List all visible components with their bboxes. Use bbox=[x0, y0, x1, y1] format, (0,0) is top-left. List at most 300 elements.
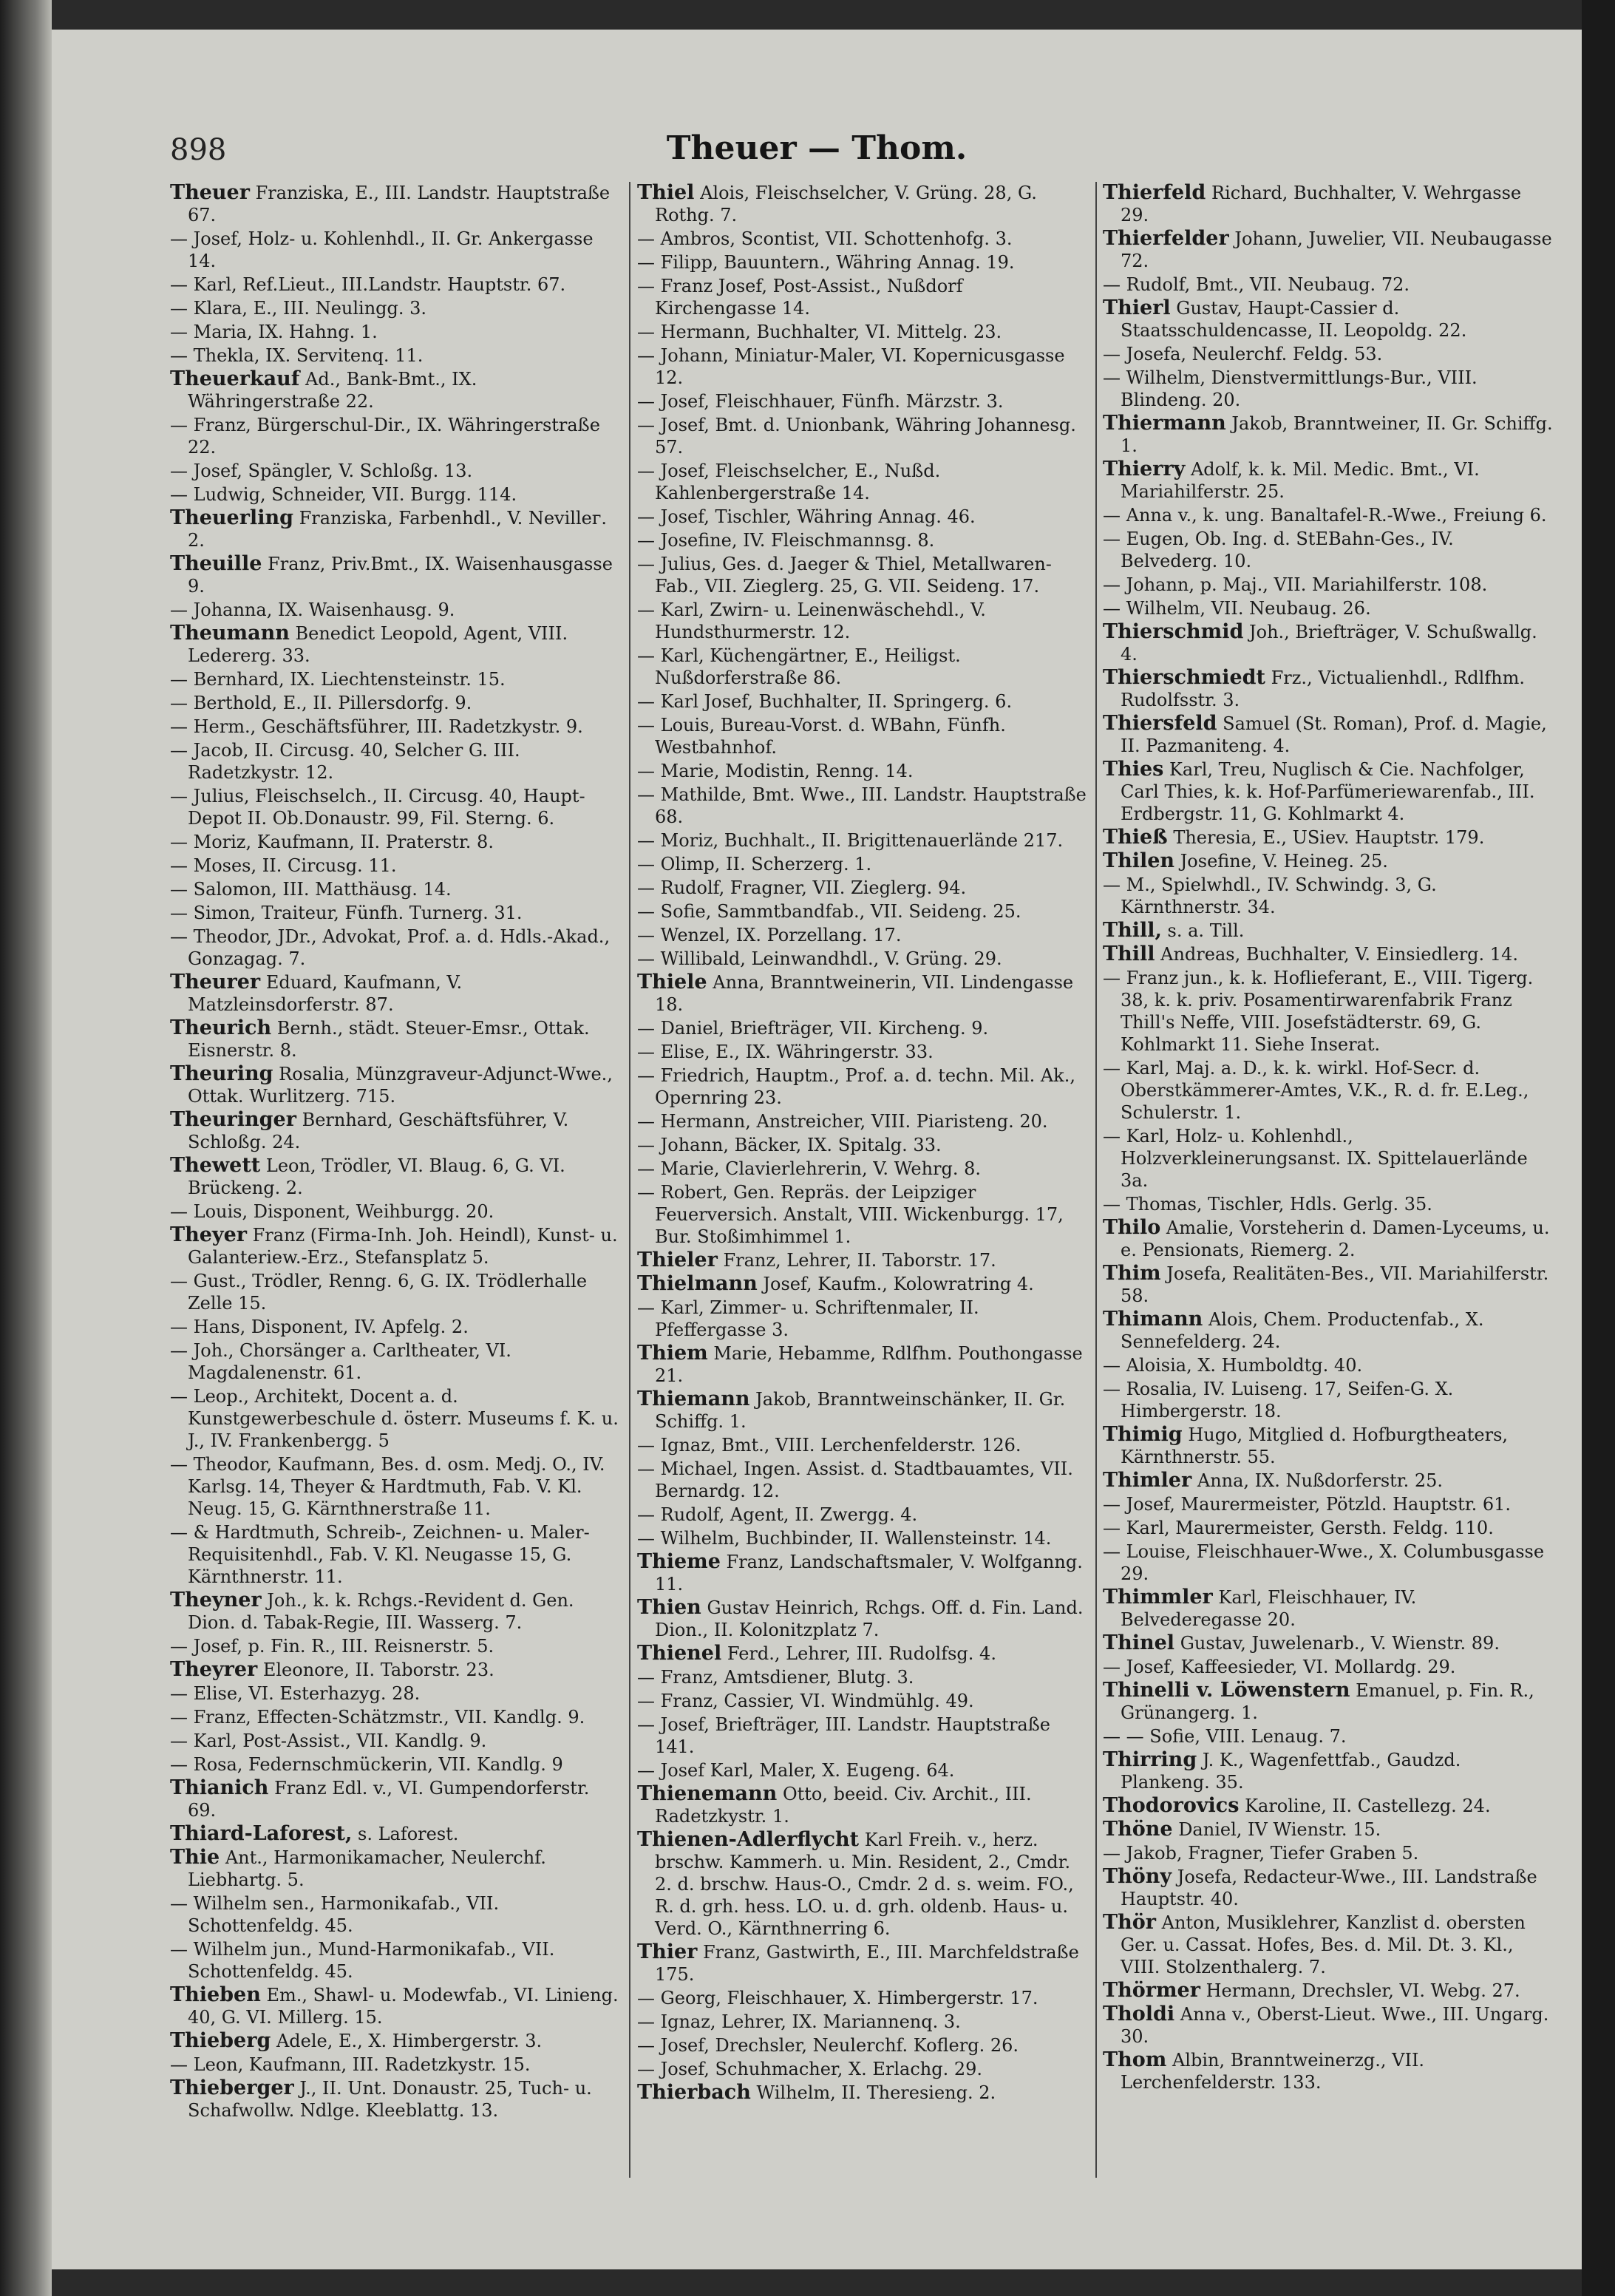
directory-entry bbox=[170, 1938, 621, 1983]
entry-text: — Olimp, II. Scherzerg. 1. bbox=[637, 854, 872, 874]
entry-text: — Elise, E., IX. Währingerstr. 33. bbox=[637, 1042, 934, 1062]
directory-entry bbox=[170, 1200, 621, 1223]
entry-text: Andreas, Buchhalter, V. Einsiedlerg. 14. bbox=[1160, 944, 1518, 965]
entry-text: — Karl, Zwirn- u. Leinenwäschehdl., V. Hundsthurmerstr. 12. bbox=[637, 600, 986, 642]
entry-text: Adolf, k. k. Mil. Medic. Bmt., VI. Mariahilferstr. 25. bbox=[1121, 459, 1480, 502]
entry-text: — Josef, Schuhmacher, X. Erlachg. 29. bbox=[637, 2059, 983, 2079]
entry-text: Franz, Priv.Bmt., IX. Waisenhausgasse 9. bbox=[188, 554, 613, 597]
directory-entry bbox=[637, 1643, 1088, 1665]
entry-text: — Josef, Drechsler, Neulerchf. Koflerg. 26. bbox=[637, 2035, 1019, 2056]
directory-page bbox=[52, 30, 1582, 2269]
entry-surname: Theuringer bbox=[170, 1108, 296, 1131]
entry-text: — Josef, Fleischhauer, Fünfh. Märzstr. 3. bbox=[637, 391, 1004, 412]
directory-entry bbox=[170, 739, 621, 784]
entry-text: — Johann, Miniatur-Maler, VI. Kopernicusgasse 12. bbox=[637, 345, 1065, 388]
entry-text: Daniel, IV Wienstr. 15. bbox=[1178, 1819, 1381, 1840]
entry-text: — Karl, Küchengärtner, E., Heiligst. Nußdorferstraße 86. bbox=[637, 645, 961, 688]
entry-text: — Wilhelm sen., Harmonikafab., VII. Schottenfeldg. 45. bbox=[170, 1893, 500, 1936]
entry-surname: Thies bbox=[1103, 758, 1164, 781]
entry-surname: Thiersfeld bbox=[1103, 712, 1217, 735]
directory-entry bbox=[170, 553, 621, 597]
directory-entry bbox=[170, 228, 621, 272]
directory-entry bbox=[1103, 274, 1554, 296]
directory-entry bbox=[637, 877, 1088, 899]
directory-entry bbox=[1103, 412, 1554, 457]
entry-text: Johann, Juwelier, VII. Neubaugasse 72. bbox=[1121, 228, 1552, 271]
directory-entry bbox=[637, 1829, 1088, 1940]
directory-entry bbox=[1103, 1354, 1554, 1376]
entry-text: Hugo, Mitglied d. Hofburgtheaters, Kärnthnerstr. 55. bbox=[1121, 1424, 1509, 1467]
entry-text: — Michael, Ingen. Assist. d. Stadtbauamtes, VII. Bernardg. 12. bbox=[637, 1458, 1073, 1501]
directory-entry bbox=[637, 1158, 1088, 1180]
directory-entry bbox=[1103, 1842, 1554, 1864]
entry-text: Albin, Branntweinerzg., VII. Lerchenfelderstr. 133. bbox=[1121, 2050, 1425, 2093]
entry-text: Amalie, Vorsteherin d. Damen-Lyceums, u. e. Pensionats, Riemerg. 2. bbox=[1121, 1217, 1550, 1260]
entry-text: — Willibald, Leinwandhdl., V. Grüng. 29. bbox=[637, 948, 1002, 969]
entry-text: Ant., Harmonikamacher, Neulerchf. Liebhartg. 5. bbox=[188, 1847, 546, 1890]
directory-entry bbox=[1103, 1586, 1554, 1631]
directory-entry bbox=[1103, 1795, 1554, 1817]
entry-text: — Jakob, Fragner, Tiefer Graben 5. bbox=[1103, 1843, 1419, 1864]
entry-surname: Thieben bbox=[170, 1983, 261, 2006]
entry-text: Gustav Heinrich, Rchgs. Off. d. Fin. Land. Dion., II. Kolonitzplatz 7. bbox=[655, 1597, 1084, 1640]
directory-entry bbox=[170, 925, 621, 970]
directory-entry bbox=[637, 690, 1088, 713]
directory-entry bbox=[1103, 1470, 1554, 1492]
directory-entry bbox=[637, 948, 1088, 970]
directory-entry bbox=[170, 297, 621, 319]
entry-text: — Wilhelm, VII. Neubaug. 26. bbox=[1103, 598, 1371, 619]
entry-text: — Friedrich, Hauptm., Prof. a. d. techn. Mil. Ak., Opernring 23. bbox=[637, 1065, 1075, 1108]
directory-entry bbox=[170, 599, 621, 621]
entry-text: Franziska, Farbenhdl., V. Nevillег. 2. bbox=[188, 508, 608, 551]
page-number: 898 bbox=[170, 133, 227, 167]
entry-text: Rosalia, Münzgraveur-Adjunct-Wwe., Ottak. Wurlitzerg. 715. bbox=[188, 1064, 613, 1107]
entry-text: Gustav, Haupt-Cassier d. Staatsschuldencasse, II. Leopoldg. 22. bbox=[1121, 298, 1467, 341]
entry-surname: Thimler bbox=[1103, 1469, 1192, 1492]
directory-entry bbox=[1103, 621, 1554, 665]
entry-surname: Thianich bbox=[170, 1776, 269, 1799]
entry-text: — Johann, Bäcker, IX. Spitalg. 33. bbox=[637, 1135, 942, 1155]
entry-text: — Franz, Cassier, VI. Windmühlg. 49. bbox=[637, 1691, 974, 1711]
entry-surname: Thielmann bbox=[637, 1272, 758, 1295]
directory-entry bbox=[1103, 458, 1554, 503]
entry-text: Marie, Hebamme, Rdlfhm. Pouthongasse 21. bbox=[655, 1343, 1083, 1386]
entry-text: — Georg, Fleischhauer, X. Himbergerstr. 17. bbox=[637, 1988, 1038, 2008]
entry-surname: Thöne bbox=[1103, 1818, 1173, 1841]
entry-text: J., II. Unt. Donaustr. 25, Tuch- u. Schafwollw. Ndlge. Kleeblattg. 13. bbox=[188, 2078, 592, 2121]
entry-text: Ad., Bank-Bmt., IX. Währingerstraße 22. bbox=[188, 369, 477, 412]
entry-text: — Rosa, Federnschmückerin, VII. Kandlg. 9 bbox=[170, 1754, 563, 1775]
entry-surname: Thiele bbox=[637, 971, 707, 994]
entry-text: Adele, E., X. Himbergerstr. 3. bbox=[276, 2031, 543, 2051]
directory-entry bbox=[637, 645, 1088, 689]
directory-entry bbox=[170, 785, 621, 829]
directory-entry bbox=[170, 344, 621, 367]
entry-text: — Josef, Maurermeister, Pötzld. Hauptstr. 61. bbox=[1103, 1494, 1512, 1515]
entry-surname: Thiemann bbox=[637, 1388, 750, 1410]
entry-text: — Wilhelm, Buchbinder, II. Wallensteinstr. 14. bbox=[637, 1528, 1052, 1549]
entry-surname: Thinel bbox=[1103, 1631, 1175, 1654]
entry-text: Bernhard, Geschäftsführer, V. Schloßg. 24. bbox=[188, 1110, 569, 1152]
entry-text: Benedict Leopold, Agent, VIII. Ledererg. 33. bbox=[188, 623, 568, 666]
entry-text: — Moses, II. Circusg. 11. bbox=[170, 855, 397, 876]
directory-entry bbox=[637, 1504, 1088, 1526]
directory-entry bbox=[637, 228, 1088, 250]
entry-surname: Thienen-Adlerflycht bbox=[637, 1828, 860, 1851]
entry-surname: Thinelli v. Löwenstern bbox=[1103, 1679, 1350, 1702]
entry-text: — Robert, Gen. Repräs. der Leipziger Feuerversich. Anstalt, VIII. Wickenburgg. 17, Bur. Stoßimhimmel 1. bbox=[637, 1182, 1064, 1247]
entry-surname: Thodorovics bbox=[1103, 1794, 1240, 1817]
entry-surname: Theyer bbox=[170, 1223, 247, 1246]
entry-text: — Wilhelm, Dienstvermittlungs-Bur., VIII. Blindeng. 20. bbox=[1103, 367, 1478, 410]
running-header: Theuer — Thom. bbox=[666, 129, 968, 167]
entry-text: — Thekla, IX. Servitenq. 11. bbox=[170, 345, 424, 366]
entry-text: — Filipp, Bauuntern., Währing Annag. 19. bbox=[637, 252, 1015, 273]
directory-entry bbox=[170, 1385, 621, 1452]
directory-entry bbox=[637, 1342, 1088, 1387]
entry-surname: Theuerkauf bbox=[170, 367, 300, 390]
entry-surname: Theuerling bbox=[170, 506, 293, 529]
entry-text: — Gust., Trödler, Renng. 6, G. IX. Trödlerhalle Zelle 15. bbox=[170, 1271, 588, 1314]
directory-entry bbox=[637, 1249, 1088, 1271]
entry-text: — Josef, Holz- u. Kohlenhdl., II. Gr. Ankergasse 14. bbox=[170, 228, 594, 271]
entry-surname: Thien bbox=[637, 1596, 701, 1619]
entry-surname: Thöny bbox=[1103, 1865, 1172, 1888]
entry-surname: Thewett bbox=[170, 1154, 261, 1177]
directory-entry bbox=[637, 2011, 1088, 2033]
directory-entry bbox=[170, 668, 621, 690]
entry-text: — Rudolf, Bmt., VII. Neubaug. 72. bbox=[1103, 274, 1410, 295]
entry-text: — Franz, Bürgerschul-Dir., IX. Währingerstraße 22. bbox=[170, 415, 600, 458]
entry-text: Samuel (St. Roman), Prof. d. Magie, II. Pazmaniteng. 4. bbox=[1121, 713, 1547, 756]
directory-entry bbox=[1103, 967, 1554, 1056]
entry-text: Hermann, Drechsler, VI. Webg. 27. bbox=[1206, 1980, 1520, 2001]
entry-text: — Josefa, Neulerchf. Feldg. 53. bbox=[1103, 344, 1383, 364]
directory-entry bbox=[1103, 597, 1554, 619]
directory-entry bbox=[1103, 1866, 1554, 1910]
directory-entry bbox=[637, 321, 1088, 343]
entry-text: Anna, IX. Nußdorferstr. 25. bbox=[1197, 1470, 1444, 1491]
entry-text: Josefine, V. Heineg. 25. bbox=[1180, 851, 1388, 872]
entry-text: — Rosalia, IV. Luiseng. 17, Seifen-G. X. Himbergerstr. 18. bbox=[1103, 1379, 1454, 1422]
entry-text: — Franz jun., k. k. Hoflieferant, E., VIII. Tigerg. 38, k. k. priv. Posamentirwarenfabrik Franz Thill's Neffe, VIII. Josefstädterstr. 69, G. Kohlmarkt 11. Siehe Inserat. bbox=[1103, 968, 1534, 1055]
entry-text: Emanuel, p. Fin. R., Grünangerg. 1. bbox=[1121, 1680, 1534, 1723]
directory-entry bbox=[637, 599, 1088, 643]
directory-entry bbox=[637, 1783, 1088, 1827]
entry-surname: Thierfelder bbox=[1103, 227, 1229, 250]
entry-text: — Aloisia, X. Humboldtg. 40. bbox=[1103, 1355, 1363, 1376]
directory-entry bbox=[1103, 504, 1554, 526]
directory-entry bbox=[1103, 1541, 1554, 1585]
directory-entry bbox=[1103, 920, 1554, 942]
directory-entry bbox=[170, 368, 621, 412]
entry-text: — Josef, Kaffeesieder, VI. Mollardg. 29. bbox=[1103, 1657, 1456, 1677]
entry-text: — Hans, Disponent, IV. Apfelg. 2. bbox=[170, 1317, 469, 1337]
entry-surname: Theumann bbox=[170, 622, 290, 645]
entry-text: Gustav, Juwelenarb., V. Wienstr. 89. bbox=[1180, 1633, 1500, 1654]
directory-entry bbox=[637, 1181, 1088, 1248]
entry-text: — Josef, p. Fin. R., III. Reisnerstr. 5. bbox=[170, 1636, 494, 1657]
directory-entry bbox=[637, 1297, 1088, 1341]
entry-text: — Hermann, Anstreicher, VIII. Piaristeng. 20. bbox=[637, 1111, 1048, 1132]
entry-surname: Theuring bbox=[170, 1062, 273, 1085]
directory-entry bbox=[1103, 1193, 1554, 1215]
directory-entry bbox=[1103, 574, 1554, 596]
entry-text: — Josefine, IV. Fleischmannsg. 8. bbox=[637, 530, 935, 551]
entry-text: Franz (Firma-Inh. Joh. Heindl), Kunst- u. Galanteriew.-Erz., Stefansplatz 5. bbox=[188, 1225, 618, 1268]
directory-entry bbox=[170, 1753, 621, 1776]
directory-entry bbox=[637, 390, 1088, 412]
entry-text: — Elise, VI. Esterhazyg. 28. bbox=[170, 1683, 421, 1704]
entry-text: — Wenzel, IX. Porzellang. 17. bbox=[637, 925, 902, 945]
directory-entry bbox=[637, 1388, 1088, 1433]
entry-text: — Rudolf, Agent, II. Zwergg. 4. bbox=[637, 1504, 918, 1525]
directory-entry bbox=[1103, 1912, 1554, 1978]
columns bbox=[170, 181, 1553, 2252]
directory-entry bbox=[637, 1458, 1088, 1502]
entry-surname: Thier bbox=[637, 1940, 698, 1963]
entry-text: Eleonore, II. Taborstr. 23. bbox=[262, 1660, 494, 1680]
directory-entry bbox=[637, 506, 1088, 528]
entry-text: Josefa, Redacteur-Wwe., III. Landstraße Hauptstr. 40. bbox=[1121, 1867, 1537, 1909]
directory-entry bbox=[637, 1064, 1088, 1109]
entry-surname: Thiel bbox=[637, 181, 695, 204]
directory-entry bbox=[1103, 1517, 1554, 1539]
directory-entry bbox=[1103, 1818, 1554, 1841]
directory-entry bbox=[637, 251, 1088, 274]
entry-surname: Thimann bbox=[1103, 1308, 1203, 1331]
directory-entry bbox=[637, 182, 1088, 226]
directory-entry bbox=[1103, 1125, 1554, 1192]
directory-entry bbox=[637, 853, 1088, 875]
entry-text: — Klara, E., III. Neulingg. 3. bbox=[170, 298, 427, 319]
directory-entry bbox=[637, 2034, 1088, 2056]
entry-text: Karl, Fleischhauer, IV. Belvederegasse 20. bbox=[1121, 1587, 1417, 1630]
entry-text: — Karl, Post-Assist., VII. Kandlg. 9. bbox=[170, 1731, 487, 1751]
directory-entry bbox=[170, 1777, 621, 1821]
entry-text: — Salomon, III. Matthäusg. 14. bbox=[170, 879, 452, 900]
entry-text: — Franz, Effecten-Schätzmstr., VII. Kandlg. 9. bbox=[170, 1707, 585, 1728]
entry-text: — Leon, Kaufmann, III. Radetzkystr. 15. bbox=[170, 2054, 531, 2075]
directory-entry bbox=[637, 1134, 1088, 1156]
directory-entry bbox=[1103, 667, 1554, 711]
entry-text: — Thomas, Tischler, Hdls. Gerlg. 35. bbox=[1103, 1194, 1432, 1215]
directory-entry bbox=[1103, 826, 1554, 849]
entry-text: — Eugen, Ob. Ing. d. StEBahn-Ges., IV. Belvederg. 10. bbox=[1103, 529, 1454, 571]
directory-entry bbox=[170, 2030, 621, 2052]
directory-entry bbox=[170, 831, 621, 853]
entry-surname: Thienel bbox=[637, 1642, 722, 1665]
entry-surname: Thill, bbox=[1103, 919, 1162, 942]
entry-surname: Theyner bbox=[170, 1589, 262, 1611]
entry-text: Theresia, E., USiev. Hauptstr. 179. bbox=[1173, 827, 1485, 848]
entry-text: — Marie, Clavierlehrerin, V. Wehrg. 8. bbox=[637, 1158, 982, 1179]
directory-entry bbox=[170, 460, 621, 482]
entry-surname: Tholdi bbox=[1103, 2003, 1175, 2025]
directory-entry bbox=[637, 924, 1088, 946]
directory-entry bbox=[637, 344, 1088, 389]
entry-text: — Josef, Briefträger, III. Landstr. Hauptstraße 141. bbox=[637, 1714, 1050, 1757]
directory-entry bbox=[170, 1063, 621, 1107]
directory-entry bbox=[170, 855, 621, 877]
entry-text: — Karl, Holz- u. Kohlenhdl., Holzverkleinerungsanst. IX. Spittelauerlände 3a. bbox=[1103, 1126, 1528, 1191]
entry-text: — Anna v., k. ung. Banaltafel-R.-Wwe., Freiung 6. bbox=[1103, 505, 1547, 526]
directory-entry bbox=[1103, 2003, 1554, 2048]
entry-text: — Maria, IX. Hahng. 1. bbox=[170, 322, 378, 342]
entry-text: — Karl, Zimmer- u. Schriftenmaler, II. Pfeffergasse 3. bbox=[637, 1297, 979, 1340]
entry-text: Jakob, Branntweiner, II. Gr. Schiffg. 1. bbox=[1121, 413, 1553, 456]
entry-text: — Leop., Architekt, Docent a. d. Kunstgewerbeschule d. österr. Museums f. K. u. J., IV. Frankenbergg. 5 bbox=[170, 1386, 619, 1451]
directory-entry bbox=[1103, 1378, 1554, 1422]
entry-text: Joh., Briefträger, V. Schußwallg. 4. bbox=[1121, 622, 1537, 665]
directory-entry bbox=[1103, 758, 1554, 825]
directory-entry bbox=[170, 1892, 621, 1937]
directory-entry bbox=[170, 414, 621, 458]
entry-text: Bernh., städt. Steuer-Emsr., Ottak. Eisnerstr. 8. bbox=[188, 1018, 590, 1061]
directory-entry bbox=[1103, 850, 1554, 872]
entry-text: Anna, Branntweinerin, VII. Lindengasse 18. bbox=[655, 972, 1074, 1015]
entry-text: — Julius, Fleischselch., II. Circusg. 40, Haupt-Depot II. Ob.Donaustr. 99, Fil. Sterng. 6. bbox=[170, 786, 585, 829]
entry-text: s. a. Till. bbox=[1167, 920, 1245, 941]
directory-entry bbox=[1103, 713, 1554, 757]
entry-text: — M., Spielwhdl., IV. Schwindg. 3, G. Kärnthnerstr. 34. bbox=[1103, 874, 1437, 917]
directory-entry bbox=[637, 1597, 1088, 1641]
directory-entry bbox=[637, 553, 1088, 597]
entry-text: — Johann, p. Maj., VII. Mariahilferstr. 108. bbox=[1103, 574, 1488, 595]
directory-entry bbox=[170, 716, 621, 738]
directory-entry bbox=[637, 529, 1088, 551]
entry-surname: Thörmer bbox=[1103, 1979, 1200, 2002]
entry-text: Joh., k. k. Rchgs.-Revident d. Gen. Dion. d. Tabak-Regie, III. Wasserg. 7. bbox=[188, 1590, 574, 1633]
directory-entry bbox=[1103, 182, 1554, 226]
entry-text: Franz, Gastwirth, E., III. Marchfeldstraße 175. bbox=[655, 1942, 1079, 1985]
entry-text: — Moriz, Kaufmann, II. Praterstr. 8. bbox=[170, 832, 494, 852]
entry-surname: Thienemann bbox=[637, 1782, 778, 1805]
directory-entry bbox=[170, 1339, 621, 1384]
entry-text: s. Laforest. bbox=[358, 1824, 459, 1844]
entry-text: Em., Shawl- u. Modewfab., VI. Linieng. 40, G. VI. Millerg. 15. bbox=[188, 1985, 619, 2028]
entry-text: Karl Freih. v., herz. brschw. Kammerh. u. Min. Resident, 2., Cmdr. 2. d. brschw. Haus-O., Cmdr. 2 d. s. weim. FO., R. d. grh. hess. LO. u. d. grh. oldenb. Haus- u. Verd. O., Kärnthnerring 6. bbox=[655, 1830, 1074, 1939]
directory-entry bbox=[1103, 1493, 1554, 1515]
directory-entry bbox=[170, 622, 621, 667]
directory-entry bbox=[1103, 1308, 1554, 1353]
directory-entry bbox=[637, 971, 1088, 1016]
entry-text: J. K., Wagenfettfab., Gaudzd. Plankeng. 35. bbox=[1121, 1750, 1461, 1793]
entry-text: — & Hardtmuth, Schreib-, Zeichnen- u. Maler-Requisitenhdl., Fab. V. Kl. Neugasse 15, G. Kärnthnerstr. 11. bbox=[170, 1522, 590, 1587]
directory-entry bbox=[1103, 228, 1554, 272]
directory-entry bbox=[1103, 1057, 1554, 1124]
directory-entry bbox=[637, 275, 1088, 319]
entry-surname: Thim bbox=[1103, 1262, 1161, 1285]
entry-text: — Mathilde, Bmt. Wwe., III. Landstr. Hauptstraße 68. bbox=[637, 784, 1087, 827]
entry-text: Josef, Kaufm., Kolowratring 4. bbox=[763, 1274, 1034, 1294]
directory-entry bbox=[637, 1666, 1088, 1688]
directory-entry bbox=[170, 1823, 621, 1845]
entry-surname: Thierl bbox=[1103, 296, 1171, 319]
entry-text: — Ignaz, Lehrer, IX. Mariannenq. 3. bbox=[637, 2011, 961, 2032]
entry-surname: Thimig bbox=[1103, 1423, 1183, 1446]
directory-entry bbox=[1103, 1263, 1554, 1307]
directory-entry bbox=[170, 2077, 621, 2122]
directory-entry bbox=[637, 1527, 1088, 1549]
entry-text: — Franz Josef, Post-Assist., Nußdorf Kirchengasse 14. bbox=[637, 276, 963, 319]
column-rule bbox=[1095, 182, 1097, 2178]
column-rule bbox=[629, 182, 630, 2178]
entry-text: Alois, Chem. Productenfab., X. Sennefelderg. 24. bbox=[1121, 1309, 1484, 1352]
directory-entry bbox=[170, 878, 621, 900]
entry-text: — Josef, Spängler, V. Schloßg. 13. bbox=[170, 461, 473, 481]
directory-entry bbox=[170, 507, 621, 551]
entry-text: — Josef, Tischler, Währing Annag. 46. bbox=[637, 506, 976, 527]
directory-entry bbox=[637, 1273, 1088, 1295]
entry-text: Franziska, E., III. Landstr. Hauptstraße 67. bbox=[188, 183, 611, 225]
directory-entry bbox=[170, 1847, 621, 1891]
directory-entry bbox=[1103, 1980, 1554, 2002]
entry-text: Wilhelm, II. Theresieng. 2. bbox=[756, 2082, 996, 2103]
entry-surname: Thieberg bbox=[170, 2029, 271, 2052]
entry-text: — Herm., Geschäftsführer, III. Radetzkystr. 9. bbox=[170, 716, 583, 737]
column-1 bbox=[170, 182, 621, 2123]
directory-entry bbox=[637, 1713, 1088, 1758]
entry-surname: Thom bbox=[1103, 2048, 1167, 2071]
entry-text: — Berthold, E., II. Pillersdorfg. 9. bbox=[170, 693, 472, 713]
directory-entry bbox=[637, 1551, 1088, 1595]
directory-entry bbox=[170, 1109, 621, 1153]
directory-entry bbox=[170, 1270, 621, 1314]
entry-text: — Ludwig, Schneider, VII. Burgg. 114. bbox=[170, 484, 517, 505]
entry-text: — Daniel, Briefträger, VII. Kircheng. 9. bbox=[637, 1018, 989, 1039]
directory-entry bbox=[1103, 874, 1554, 918]
entry-text: Anton, Musiklehrer, Kanzlist d. obersten Ger. u. Cassat. Hofes, Bes. d. Mil. Dt. 3. Kl., VIII. Stolzenthalerg. 7. bbox=[1121, 1912, 1526, 1977]
directory-entry bbox=[170, 321, 621, 343]
entry-text: — Julius, Ges. d. Jaeger & Thiel, Metallwaren-Fab., VII. Zieglerg. 25, G. VII. Seideng. 17. bbox=[637, 554, 1052, 597]
entry-text: — Louis, Disponent, Weihburgg. 20. bbox=[170, 1201, 494, 1222]
entry-text: — Karl, Maurermeister, Gersth. Feldg. 110. bbox=[1103, 1518, 1494, 1538]
directory-entry bbox=[637, 1041, 1088, 1063]
entry-text: — Karl, Maj. a. D., k. k. wirkl. Hof-Secr. d. Oberstkämmerer-Amtes, V.K., R. d. fr. E.Leg., Schulerstr. 1. bbox=[1103, 1058, 1529, 1123]
entry-text: — Karl, Ref.Lieut., III.Landstr. Hauptstr. 67. bbox=[170, 274, 566, 295]
entry-surname: Theuille bbox=[170, 552, 262, 575]
directory-entry bbox=[170, 1316, 621, 1338]
directory-entry bbox=[637, 1941, 1088, 1986]
directory-entry bbox=[637, 1987, 1088, 2009]
directory-entry bbox=[1103, 1217, 1554, 1261]
entry-text: — Sofie, Sammtbandfab., VII. Seideng. 25. bbox=[637, 901, 1021, 922]
entry-text: Richard, Buchhalter, V. Wehrgasse 29. bbox=[1121, 183, 1522, 225]
entry-surname: Thör bbox=[1103, 1911, 1156, 1934]
directory-entry bbox=[637, 414, 1088, 458]
entry-surname: Thierry bbox=[1103, 458, 1186, 480]
directory-entry bbox=[637, 1110, 1088, 1132]
directory-entry bbox=[637, 2058, 1088, 2080]
entry-text: — Hermann, Buchhalter, VI. Mittelg. 23. bbox=[637, 322, 1002, 342]
entry-text: — Josef Karl, Maler, X. Eugeng. 64. bbox=[637, 1760, 955, 1781]
entry-text: — Franz, Amtsdiener, Blutg. 3. bbox=[637, 1667, 914, 1688]
directory-entry bbox=[1103, 297, 1554, 342]
entry-surname: Thierfeld bbox=[1103, 181, 1206, 204]
directory-entry bbox=[170, 1706, 621, 1728]
directory-entry bbox=[170, 1635, 621, 1657]
entry-surname: Thiermann bbox=[1103, 412, 1226, 435]
entry-text: — Louise, Fleischhauer-Wwe., X. Columbusgasse 29. bbox=[1103, 1541, 1545, 1584]
directory-entry bbox=[170, 902, 621, 924]
entry-text: — — Sofie, VIII. Lenaug. 7. bbox=[1103, 1726, 1347, 1747]
directory-entry bbox=[1103, 1632, 1554, 1654]
directory-entry bbox=[1103, 528, 1554, 572]
directory-entry bbox=[170, 274, 621, 296]
directory-entry bbox=[170, 1659, 621, 1681]
